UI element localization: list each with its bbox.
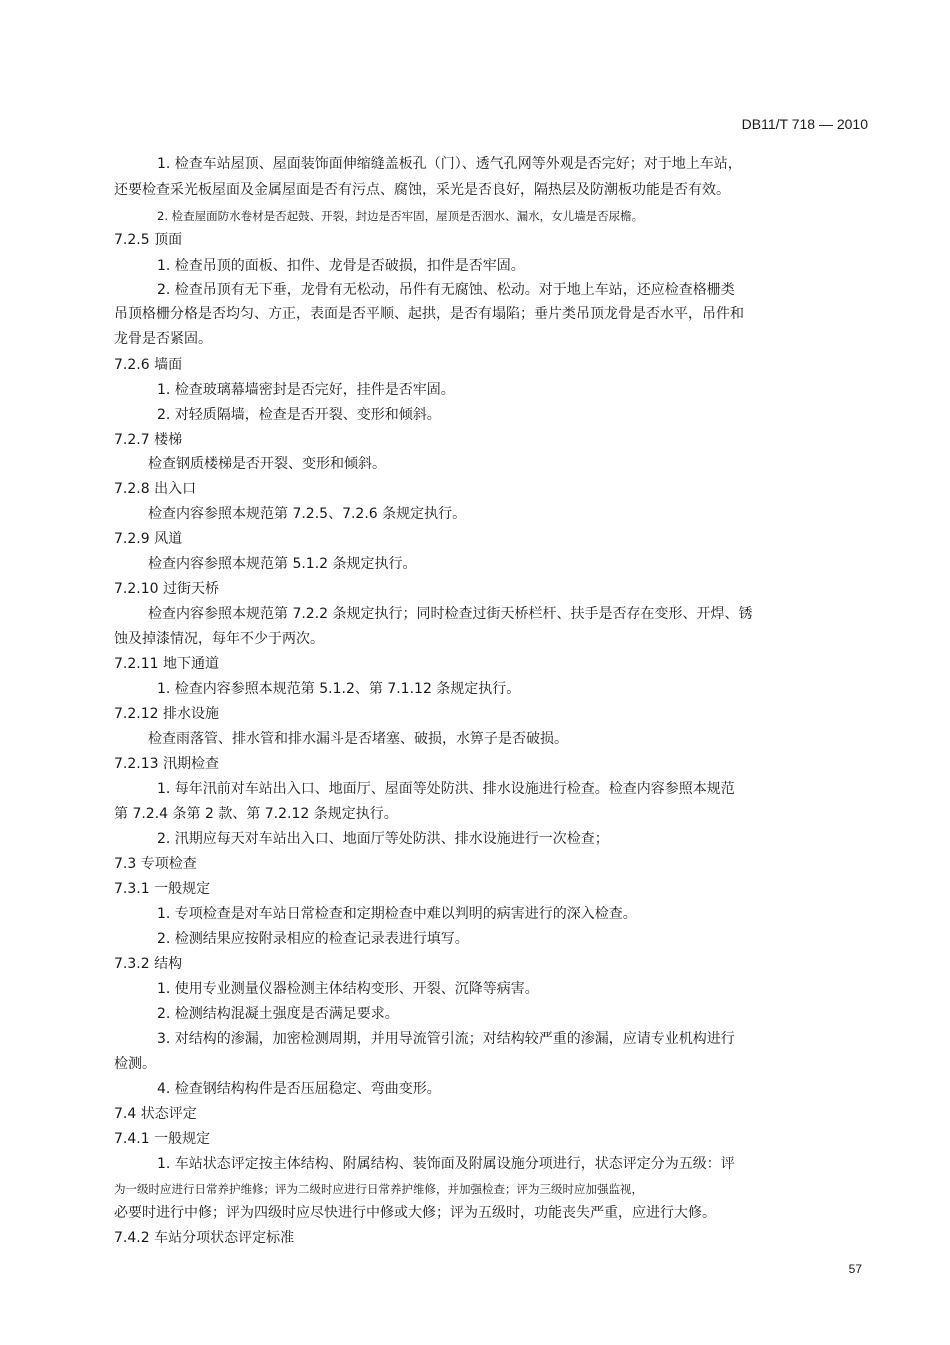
body-line: 1. 检查车站屋顶、屋面装饰面伸缩缝盖板孔（门）、透气孔网等外观是否完好；对于地上车站，	[157, 156, 742, 172]
body-line: 检测。	[114, 1056, 156, 1072]
section-heading: 7.3.1 一般规定	[114, 881, 211, 897]
body-line: 必要时进行中修；评为四级时应尽快进行中修或大修；评为五级时，功能丧失严重，应进行大修。	[114, 1205, 716, 1221]
section-heading: 7.2.13 汛期检查	[114, 756, 219, 772]
section-heading: 7.2.5 顶面	[114, 232, 183, 248]
body-line: 1. 检查玻璃幕墙密封是否完好，挂件是否牢固。	[157, 382, 455, 398]
body-line: 2. 检测结果应按附录相应的检查记录表进行填写。	[157, 931, 469, 947]
section-heading: 7.3.2 结构	[114, 956, 183, 972]
body-line: 1. 检查内容参照本规范第 5.1.2、第 7.1.12 条规定执行。	[157, 681, 521, 697]
section-heading: 7.3 专项检查	[114, 856, 197, 872]
body-line: 4. 检查钢结构构件是否压屈稳定、弯曲变形。	[157, 1081, 441, 1097]
body-line: 2. 对轻质隔墙，检查是否开裂、变形和倾斜。	[157, 407, 441, 423]
body-line: 1. 车站状态评定按主体结构、附属结构、装饰面及附属设施分项进行，状态评定分为五级：评	[157, 1156, 735, 1172]
body-line: 检查内容参照本规范第 5.1.2 条规定执行。	[148, 556, 417, 572]
body-line: 检查雨落管、排水管和排水漏斗是否堵塞、破损，水箅子是否破损。	[148, 731, 568, 747]
body-line: 2. 检查屋面防水卷材是否起鼓、开裂，封边是否牢固，屋顶是否洇水、漏水，女儿墙是否尿檐。	[157, 209, 644, 223]
body-line: 2. 汛期应每天对车站出入口、地面厅等处防洪、排水设施进行一次检查；	[157, 831, 609, 847]
body-line: 吊顶格栅分格是否均匀、方正，表面是否平顺、起拱，是否有塌陷；垂片类吊顶龙骨是否水平，吊件和	[114, 306, 744, 322]
body-line: 1. 检查吊顶的面板、扣件、龙骨是否破损，扣件是否牢固。	[157, 258, 525, 274]
section-heading: 7.2.12 排水设施	[114, 706, 219, 722]
body-line: 1. 每年汛前对车站出入口、地面厅、屋面等处防洪、排水设施进行检查。检查内容参照本规范	[157, 781, 735, 797]
section-heading: 7.2.11 地下通道	[114, 656, 219, 672]
section-heading: 7.2.9 风道	[114, 531, 183, 547]
body-line: 2. 检测结构混凝土强度是否满足要求。	[157, 1006, 399, 1022]
body-line: 检查内容参照本规范第 7.2.2 条规定执行；同时检查过街天桥栏杆、扶手是否存在变形、开焊、锈	[148, 606, 753, 622]
body-line: 龙骨是否紧固。	[114, 331, 212, 347]
body-line: 检查内容参照本规范第 7.2.5、7.2.6 条规定执行。	[148, 506, 467, 522]
page-number: 57	[848, 1262, 862, 1276]
section-heading: 7.4.1 一般规定	[114, 1131, 211, 1147]
section-heading: 7.4 状态评定	[114, 1106, 197, 1122]
body-line: 1. 使用专业测量仪器检测主体结构变形、开裂、沉降等病害。	[157, 981, 539, 997]
body-line: 3. 对结构的渗漏，加密检测周期，并用导流管引流；对结构较严重的渗漏，应请专业机构进行	[157, 1031, 735, 1047]
section-heading: 7.2.7 楼梯	[114, 432, 183, 448]
section-heading: 7.2.8 出入口	[114, 481, 197, 497]
document-code: DB11/T 718 — 2010	[741, 116, 868, 132]
section-heading: 7.4.2 车站分项状态评定标准	[114, 1230, 295, 1246]
body-line: 检查钢质楼梯是否开裂、变形和倾斜。	[148, 456, 386, 472]
section-heading: 7.2.6 墙面	[114, 357, 183, 373]
body-line: 1. 专项检查是对车站日常检查和定期检查中难以判明的病害进行的深入检查。	[157, 906, 637, 922]
section-heading: 7.2.10 过街天桥	[114, 581, 219, 597]
body-line: 第 7.2.4 条第 2 款、第 7.2.12 条规定执行。	[114, 806, 398, 822]
body-line: 蚀及掉漆情况，每年不少于两次。	[114, 631, 324, 647]
body-line: 还要检查采光板屋面及金属屋面是否有污点、腐蚀，采光是否良好，隔热层及防潮板功能是否有效。	[114, 182, 730, 198]
body-line: 2. 检查吊顶有无下垂，龙骨有无松动，吊件有无腐蚀、松动。对于地上车站，还应检查格栅类	[157, 282, 735, 298]
body-line: 为一级时应进行日常养护维修；评为二级时应进行日常养护维修，并加强检查；评为三级时应加强监视，	[114, 1182, 643, 1196]
